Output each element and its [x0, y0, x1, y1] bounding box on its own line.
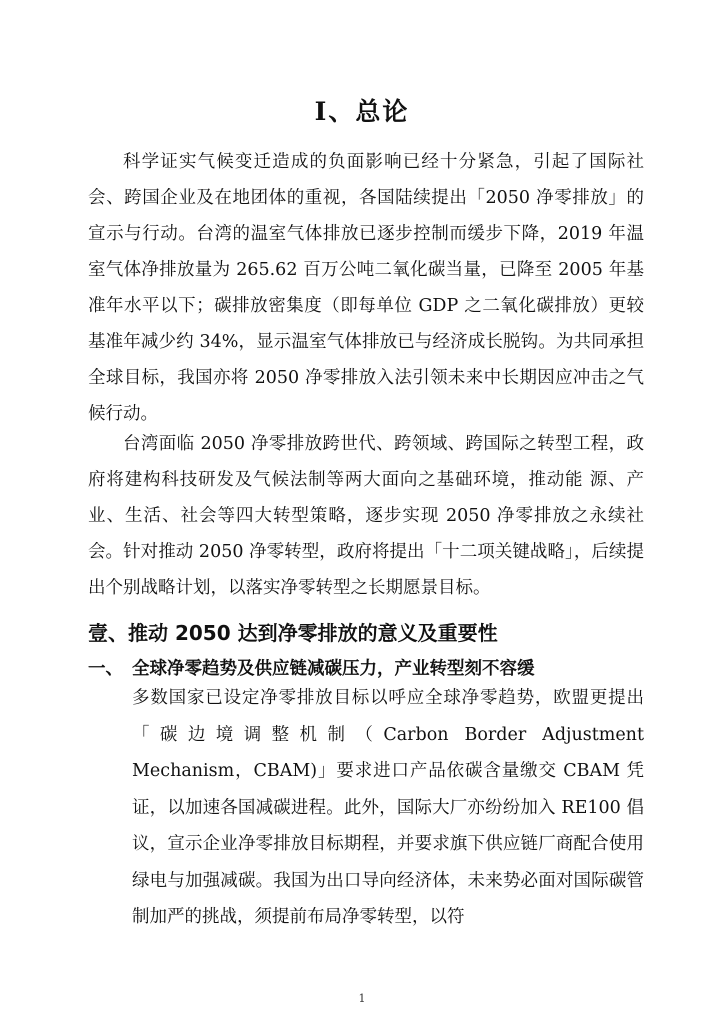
page-title: Ⅰ、总论 [314, 97, 410, 126]
section-heading: 壹、推动 2050 达到净零排放的意义及重要性 [88, 621, 498, 645]
section-body-paragraph: 多数国家已设定净零排放目标以呼应全球净零趋势，欧盟更提出「碳边境调整机制（Carbon Border Adjustment Mechanism，CBAM)」要求进口产品依碳含量缴交 CBAM 凭证，以加速各国减碳进程。此外，国际大厂亦纷纷加入 RE100 倡议，宣示企业净零排放目标期程，并要求旗下供应链厂商配合使用绿电与加强减碳。我国为出口导向经济体，未来势必面对国际碳管制加严的挑战，须提前布局净零转型，以符 [132, 688, 644, 927]
subsection-number: 一、 [88, 659, 123, 679]
subsection-title: 全球净零趋势及供应链减碳压力，产业转型刻不容缓 [132, 659, 535, 679]
page-number: 1 [358, 992, 366, 1005]
subsection-heading [88, 655, 535, 680]
intro-paragraph-1: 科学证实气候变迁造成的负面影响已经十分紧急，引起了国际社会、跨国企业及在地团体的重视，各国陆续提出「2050 净零排放」的宣示与行动。台湾的温室气体排放已逐步控制而缓步下降，2019 年温室气体净排放量为 265.62 百万公吨二氧化碳当量，已降至 2005 年基准年水平以下；碳排放密集度（即每单位 GDP 之二氧化碳排放）更较基准年减少约 34%，显示温室气体排放已与经济成长脱钩。为共同承担全球目标，我国亦将 2050 净零排放入法引领未来中长期因应冲击之气候行动。 [88, 152, 644, 424]
intro-paragraph-2: 台湾面临 2050 净零排放跨世代、跨领域、跨国际之转型工程，政府将建构科技研发及气候法制等两大面向之基础环境，推动能 源、产业、生活、社会等四大转型策略，逐步实现 2050 净零排放之永续社会。针对推动 2050 净零转型，政府将提出「十二项关键战略」，后续提出个别战略计划，以落实净零转型之长期愿景目标。 [88, 434, 644, 598]
